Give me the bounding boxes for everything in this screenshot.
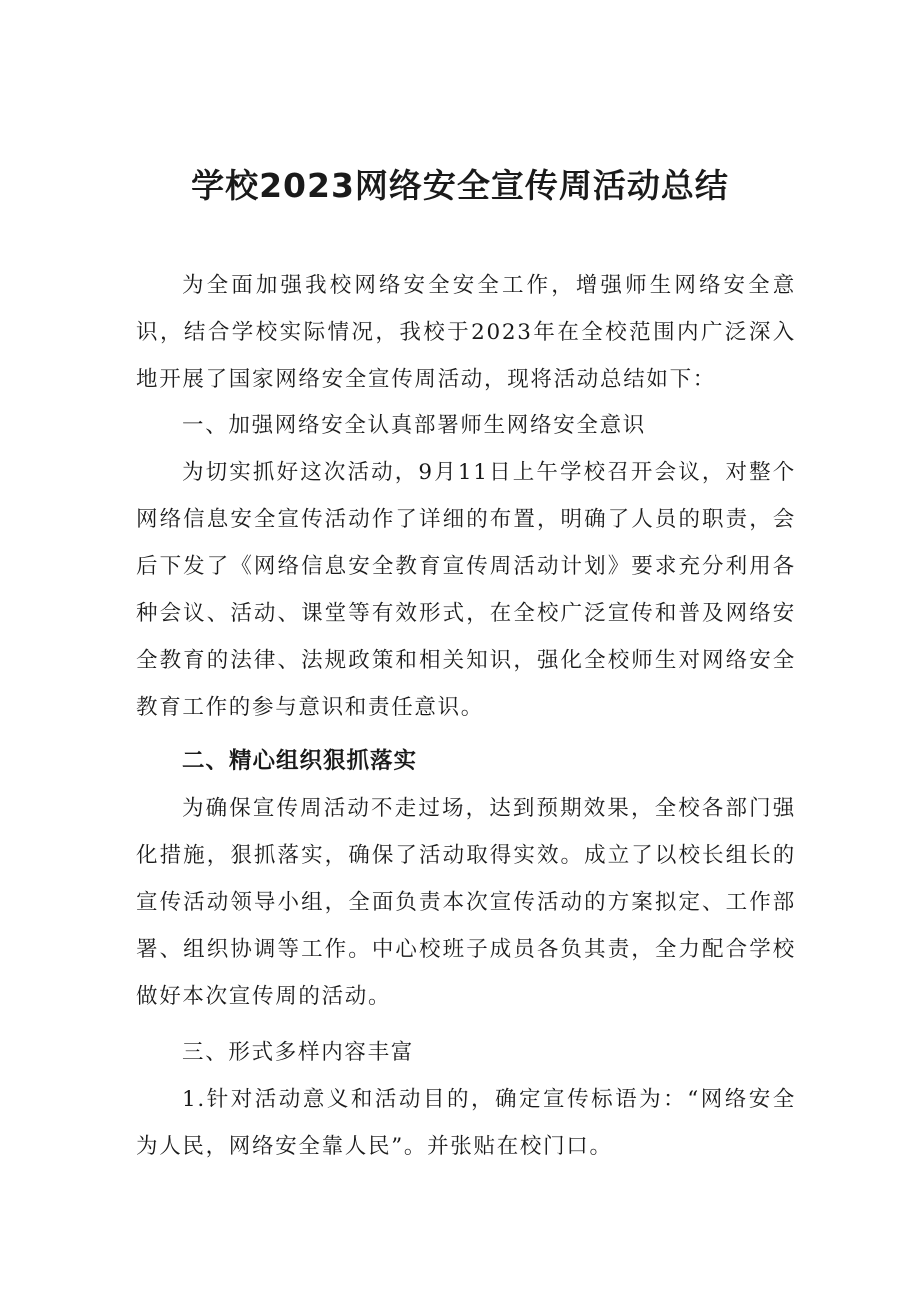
section-2-paragraph: 为确保宣传周活动不走过场，达到预期效果，全校各部门强化措施，狠抓落实，确保了活动取得实效。成立了以校长组长的宣传活动领导小组，全面负责本次宣传活动的方案拟定、工作部署、组织协调等工作。中心校班子成员各负其责，全力配合学校做好本次宣传周的活动。 — [136, 796, 796, 1009]
section-2-heading: 二、精心组织狠抓落实 — [182, 748, 418, 774]
section-3-item-1: 1.针对活动意义和活动目的，确定宣传标语为：“网络安全为人民，网络安全靠人民”。并张贴在校门口。 — [136, 1087, 796, 1159]
section-1-paragraph: 为切实抓好这次活动，9月11日上午学校召开会议，对整个网络信息安全宣传活动作了详细的布置，明确了人员的职责，会后下发了《网络信息安全教育宣传周活动计划》要求充分利用各种会议、活动、课堂等有效形式，在全校广泛宣传和普及网络安全教育的法律、法规政策和相关知识，强化全校师生对网络安全教育工作的参与意识和责任意识。 — [136, 460, 796, 720]
section-3-heading: 三、形式多样内容丰富 — [182, 1040, 415, 1065]
intro-paragraph: 为全面加强我校网络安全安全工作，增强师生网络安全意识，结合学校实际情况，我校于2023年在全校范围内广泛深入地开展了国家网络安全宣传周活动，现将活动总结如下： — [136, 273, 796, 392]
document-title: 学校2023网络安全宣传周活动总结 — [191, 166, 729, 205]
section-1-heading: 一、加强网络安全认真部署师生网络安全意识 — [182, 413, 647, 438]
